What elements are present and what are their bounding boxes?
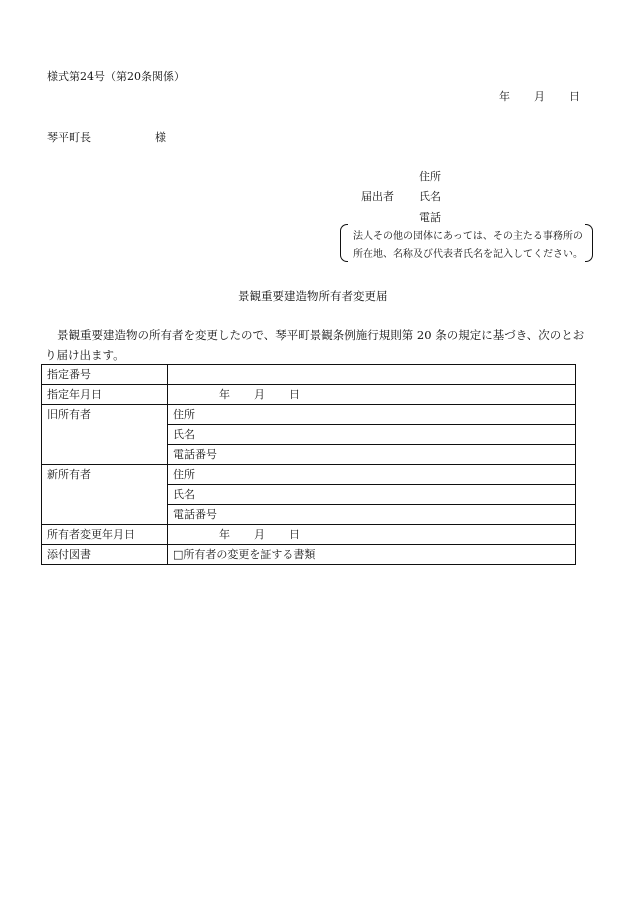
table-row xyxy=(42,525,576,545)
date-day: 日 xyxy=(569,90,580,103)
new-owner-address-field[interactable]: 住所 xyxy=(168,465,576,485)
month-label: 月 xyxy=(254,528,265,541)
designation-number-field[interactable] xyxy=(168,365,576,385)
day-label: 日 xyxy=(289,528,300,541)
attachment-checkbox-item[interactable]: □所有者の変更を証する書類 xyxy=(168,545,576,565)
addressee-name: 琴平町長 xyxy=(47,131,91,144)
table-row xyxy=(42,385,576,405)
form-number: 様式第24号（第20条関係） xyxy=(47,70,185,83)
designation-date-field[interactable] xyxy=(168,385,576,405)
document-title: 景観重要建造物所有者変更届 xyxy=(238,289,388,303)
old-owner-phone-field[interactable]: 電話番号 xyxy=(168,445,576,465)
table-row xyxy=(42,405,576,425)
old-owner-name-field[interactable]: 氏名 xyxy=(168,425,576,445)
old-owner-label: 旧所有者 xyxy=(42,405,168,465)
note-line-2: 所在地、名称及び代表者氏名を記入してください。 xyxy=(353,249,583,260)
attachments-label: 添付図書 xyxy=(42,545,168,565)
applicant-name-label: 氏名 xyxy=(419,190,441,203)
date-month: 月 xyxy=(534,90,545,103)
notifier-label: 届出者 xyxy=(361,190,394,203)
designation-date-label: 指定年月日 xyxy=(42,385,168,405)
designation-number-label: 指定番号 xyxy=(42,365,168,385)
new-owner-label: 新所有者 xyxy=(42,465,168,525)
applicant-phone-label: 電話 xyxy=(419,211,441,224)
honorific: 様 xyxy=(155,131,166,144)
applicant-address-label: 住所 xyxy=(419,170,441,183)
new-owner-phone-field[interactable]: 電話番号 xyxy=(168,505,576,525)
change-date-label: 所有者変更年月日 xyxy=(42,525,168,545)
day-label: 日 xyxy=(289,388,300,401)
note-bracket-left xyxy=(340,224,348,262)
month-label: 月 xyxy=(254,388,265,401)
note-bracket-right xyxy=(585,224,593,262)
year-label: 年 xyxy=(219,388,230,401)
old-owner-address-field[interactable]: 住所 xyxy=(168,405,576,425)
table-row xyxy=(42,545,576,565)
submission-date xyxy=(499,88,580,104)
body-text: 景観重要建造物の所有者を変更したので、琴平町景観条例施行規則第 20 条の規定に基づき、次のとおり届け出ます。 xyxy=(45,328,585,362)
corporation-note xyxy=(340,224,593,262)
table-row xyxy=(42,465,576,485)
year-label: 年 xyxy=(219,528,230,541)
addressee xyxy=(47,129,166,145)
table-row xyxy=(42,365,576,385)
date-year: 年 xyxy=(499,90,510,103)
change-date-field[interactable] xyxy=(168,525,576,545)
form-table xyxy=(41,364,576,565)
note-line-1: 法人その他の団体にあっては、その主たる事務所の xyxy=(353,231,583,242)
new-owner-name-field[interactable]: 氏名 xyxy=(168,485,576,505)
